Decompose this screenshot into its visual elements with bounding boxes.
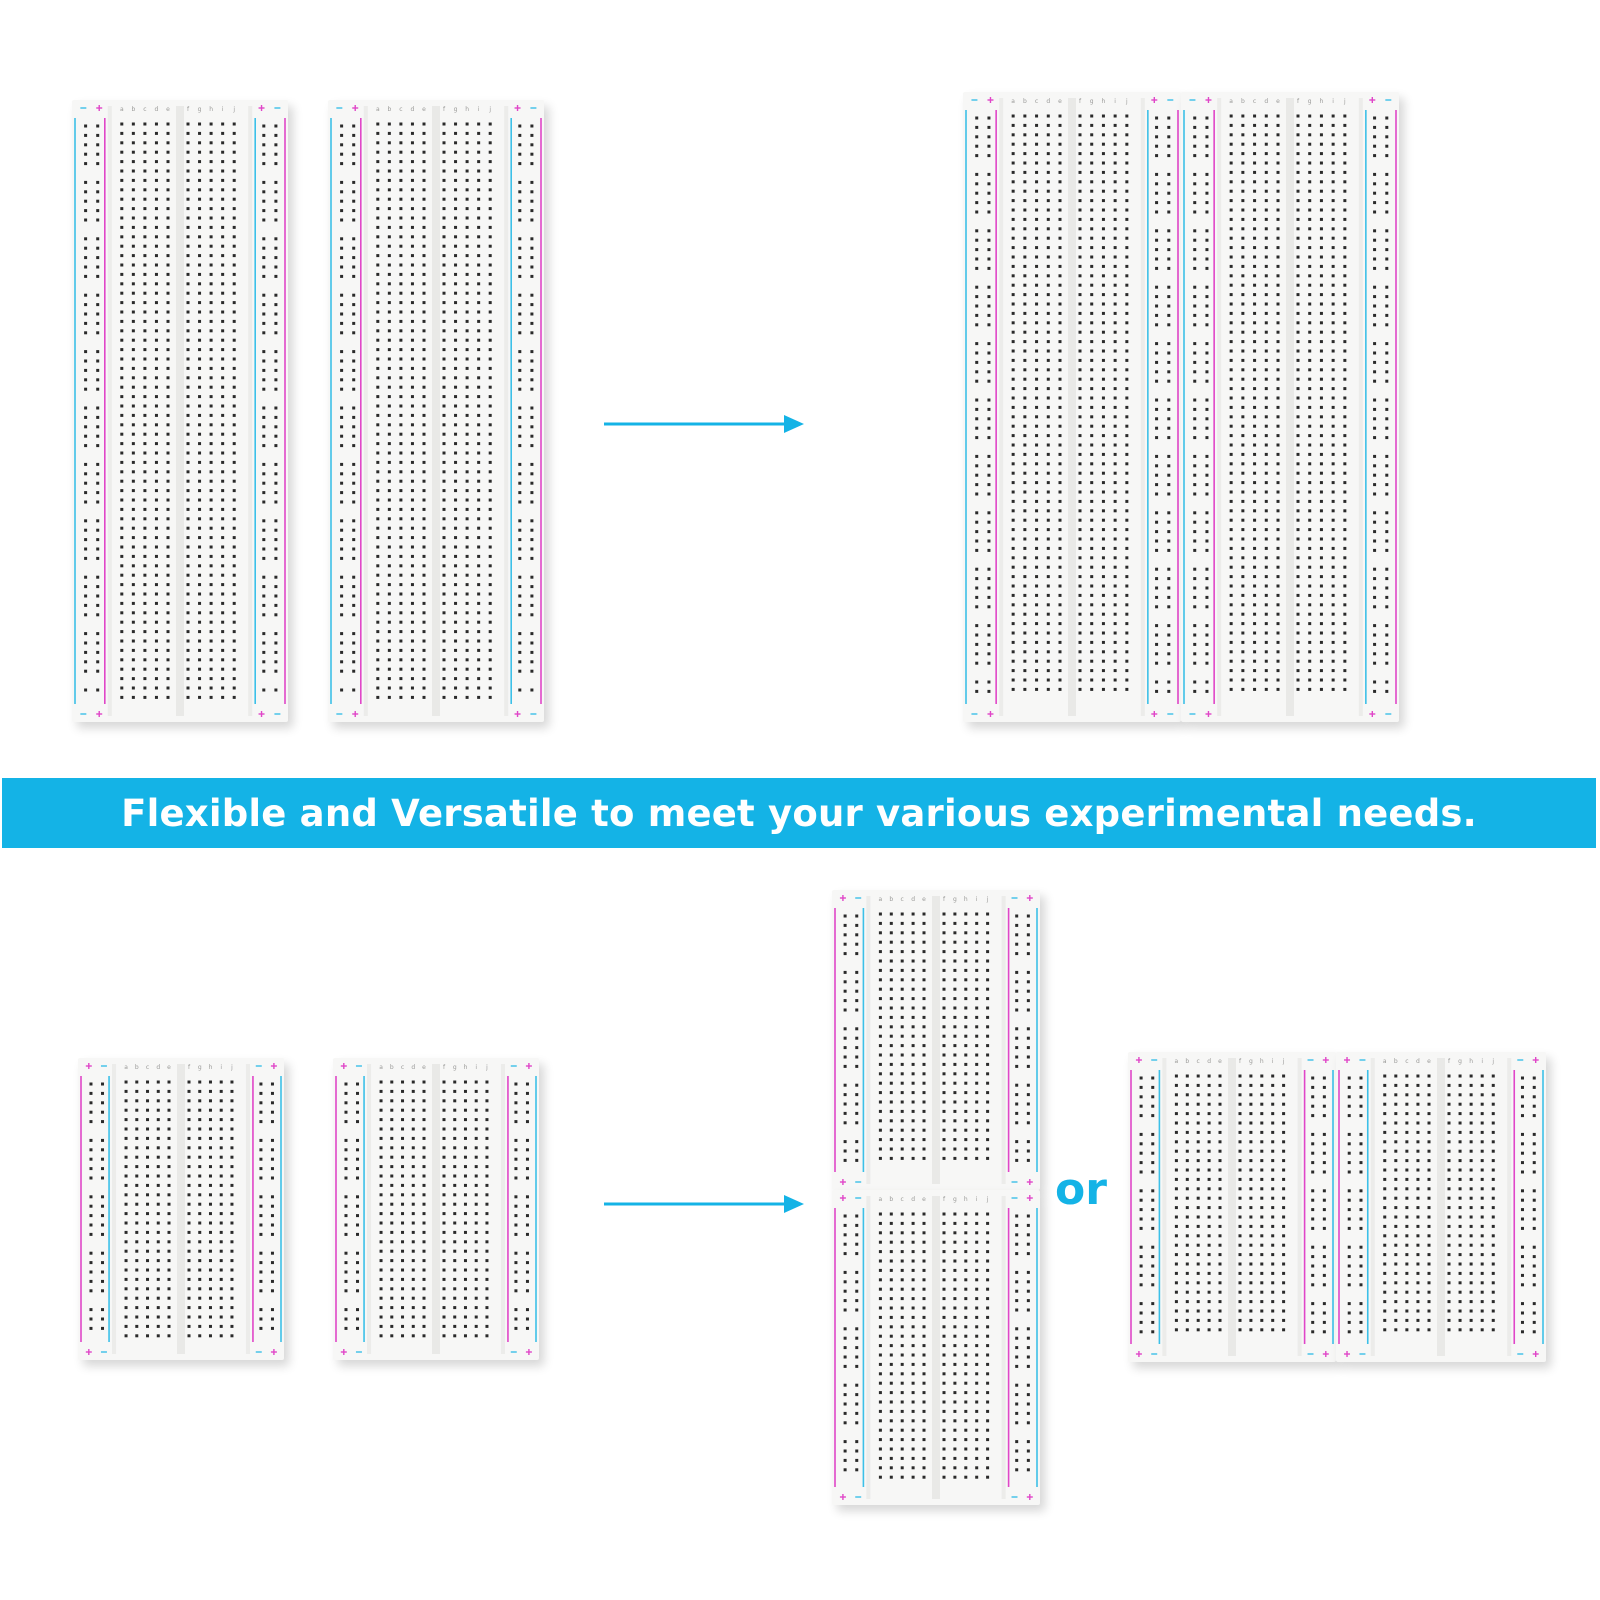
svg-text:f: f [942, 896, 946, 903]
svg-text:e: e [422, 106, 426, 113]
svg-text:f: f [1296, 98, 1300, 105]
svg-text:c: c [399, 106, 403, 113]
svg-text:j: j [486, 1064, 488, 1071]
svg-text:j: j [231, 1064, 233, 1071]
svg-text:b: b [1240, 98, 1245, 105]
svg-text:i: i [477, 106, 480, 113]
svg-text:a: a [1011, 98, 1015, 105]
breadboard-half-stacked-2 [832, 1190, 1040, 1505]
svg-text:f: f [1078, 98, 1082, 105]
breadboard-half-side-2 [1336, 1052, 1546, 1362]
svg-text:d: d [1046, 98, 1051, 105]
svg-text:e: e [1058, 98, 1062, 105]
svg-text:j: j [1344, 98, 1346, 105]
svg-text:b: b [131, 106, 136, 113]
svg-text:f: f [186, 106, 190, 113]
svg-text:a: a [878, 896, 883, 903]
svg-text:i: i [475, 1064, 478, 1071]
svg-text:i: i [975, 896, 978, 903]
svg-text:b: b [889, 896, 894, 903]
headline-banner [2, 778, 1596, 848]
svg-text:d: d [154, 106, 159, 113]
svg-text:i: i [220, 1064, 223, 1071]
svg-text:e: e [166, 106, 170, 113]
svg-text:f: f [187, 1064, 191, 1071]
svg-text:g: g [1089, 98, 1094, 105]
svg-text:b: b [387, 106, 392, 113]
svg-text:a: a [119, 106, 124, 113]
svg-text:d: d [411, 1064, 416, 1071]
svg-text:d: d [911, 896, 916, 903]
svg-text:c: c [145, 1064, 150, 1071]
breadboard-half-1 [78, 1058, 284, 1360]
breadboard-half-side-1 [1128, 1052, 1336, 1362]
svg-text:h: h [465, 106, 470, 113]
svg-text:c: c [1034, 98, 1039, 105]
svg-text:h: h [1319, 98, 1324, 105]
svg-text:f: f [442, 1064, 446, 1071]
svg-text:e: e [1276, 98, 1280, 105]
svg-text:j: j [986, 896, 989, 903]
svg-text:d: d [156, 1064, 161, 1071]
svg-text:h: h [463, 1064, 468, 1071]
svg-text:e: e [922, 896, 926, 903]
svg-text:g: g [952, 896, 957, 903]
svg-text:c: c [900, 896, 904, 903]
breadboard-full-joined-1 [963, 92, 1181, 722]
svg-text:h: h [1101, 98, 1106, 105]
svg-text:j: j [489, 106, 492, 113]
arrow-right-icon [600, 412, 810, 436]
arrow-right-icon [600, 1192, 810, 1216]
svg-text:h: h [208, 1064, 213, 1071]
svg-text:h: h [209, 106, 214, 113]
svg-text:c: c [143, 106, 147, 113]
svg-text:e: e [422, 1064, 426, 1071]
svg-text:g: g [453, 106, 458, 113]
svg-text:e: e [167, 1064, 171, 1071]
svg-text:g: g [197, 106, 202, 113]
svg-text:g: g [197, 1064, 202, 1071]
svg-text:j: j [233, 106, 236, 113]
svg-text:f: f [442, 106, 446, 113]
svg-text:c: c [400, 1064, 405, 1071]
svg-text:g: g [1307, 98, 1312, 105]
svg-text:b: b [134, 1064, 139, 1071]
svg-text:d: d [1264, 98, 1269, 105]
svg-text:d: d [410, 106, 415, 113]
headline-text: Flexible and Versatile to meet your various experimental needs. [121, 791, 1477, 835]
breadboard-full-joined-2 [1181, 92, 1399, 722]
svg-text:c: c [1252, 98, 1257, 105]
svg-text:h: h [963, 896, 968, 903]
breadboard-full-1 [72, 100, 288, 722]
svg-text:a: a [1229, 98, 1233, 105]
svg-text:i: i [221, 106, 224, 113]
breadboard-full-2 [328, 100, 544, 722]
or-label: or [1055, 1164, 1107, 1215]
svg-text:a: a [379, 1064, 383, 1071]
svg-text:i: i [1114, 98, 1116, 105]
breadboard-half-2 [333, 1058, 539, 1360]
svg-text:b: b [1022, 98, 1027, 105]
breadboard-half-stacked-1 [832, 890, 1040, 1190]
svg-text:g: g [452, 1064, 457, 1071]
svg-text:i: i [1332, 98, 1334, 105]
svg-text:j: j [1126, 98, 1128, 105]
svg-text:b: b [389, 1064, 394, 1071]
svg-text:a: a [375, 106, 380, 113]
svg-text:a: a [124, 1064, 128, 1071]
